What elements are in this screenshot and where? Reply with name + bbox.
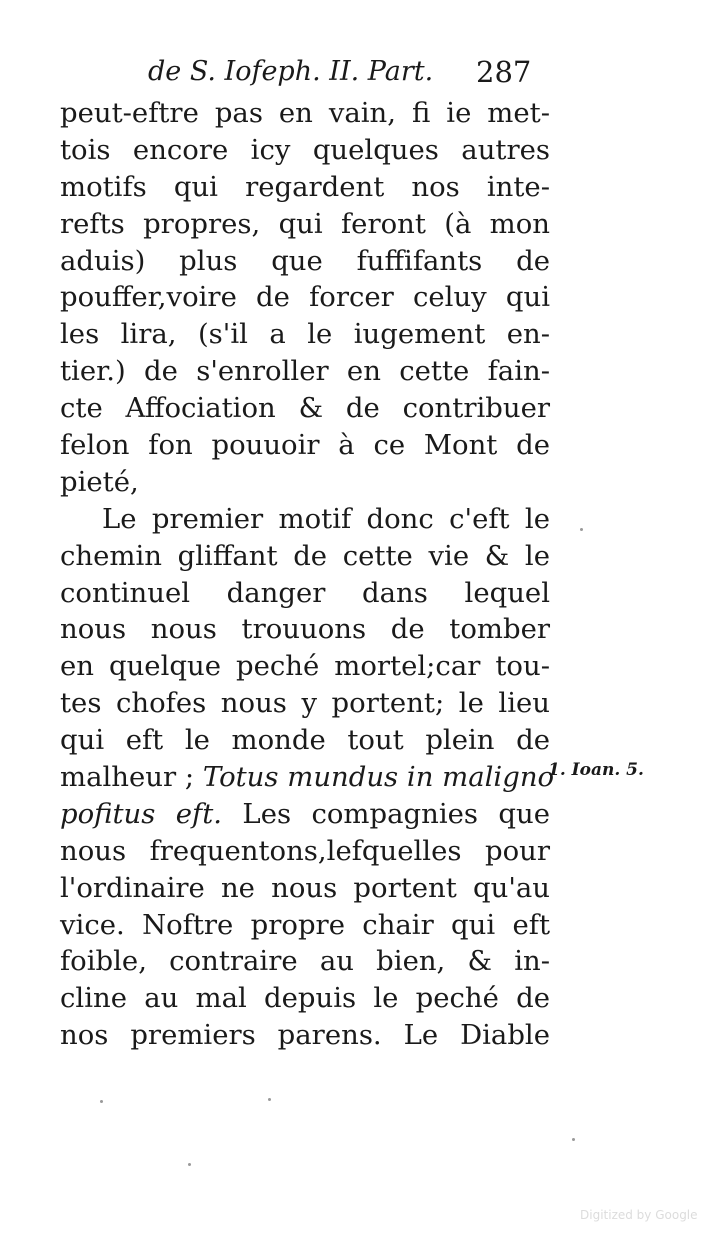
- text-line: pieté,: [60, 465, 139, 498]
- latin-quotation: Totus mundus in maligno: [202, 761, 555, 794]
- text-line-with-quotation: [60, 796, 550, 833]
- text-segment: malheur ;: [60, 761, 203, 794]
- text-line: chemin gliffant de cette vie & le: [60, 539, 550, 572]
- latin-quotation: pofitus eft.: [60, 797, 223, 830]
- page-number: 287: [476, 55, 532, 89]
- text-line: motifs qui regardent nos inte-: [60, 170, 550, 203]
- scan-speck: [268, 1098, 271, 1101]
- text-line-with-quotation: [60, 759, 555, 796]
- text-line: nous frequentons,lefquelles pour: [60, 834, 550, 867]
- text-line: pouffer,voire de forcer celuy qui: [60, 281, 550, 314]
- text-line: les lira, (s'il a le iugement en-: [60, 318, 550, 351]
- text-line: nos premiers parens. Le Diable: [60, 1019, 550, 1052]
- text-line: nous nous trouuons de tomber: [60, 613, 550, 646]
- running-head-title: de S. Iofeph. II. Part.: [148, 56, 434, 87]
- text-line: foible, contraire au bien, & in-: [60, 945, 550, 978]
- text-line: felon fon pouuoir à ce Mont de: [60, 429, 550, 462]
- text-line: tes chofes nous y portent; le lieu: [60, 687, 550, 720]
- text-line: peut-eftre pas en vain, fi ie met-: [60, 97, 550, 129]
- margin-reference: 1. Ioan. 5.: [548, 760, 644, 780]
- text-line: l'ordinaire ne nous portent qu'au: [60, 871, 550, 904]
- body-text: [60, 95, 555, 1054]
- scan-speck: [100, 1100, 103, 1103]
- text-line: tois encore icy quelques autres: [60, 133, 550, 166]
- text-line: cline au mal depuis le peché de: [60, 982, 550, 1015]
- scan-speck: [572, 1138, 575, 1141]
- text-line: qui eft le monde tout plein de: [60, 724, 550, 757]
- scan-speck: [188, 1163, 191, 1166]
- text-line: tier.) de s'enroller en cette fain-: [60, 355, 550, 388]
- text-line: en quelque peché mortel;car tou-: [60, 650, 550, 683]
- text-line: cte Affociation & de contribuer: [60, 392, 550, 425]
- scan-speck: [580, 528, 583, 531]
- text-segment: Les compagnies que: [222, 797, 550, 830]
- text-line: continuel danger dans lequel: [60, 576, 550, 609]
- text-line: aduis) plus que fuffifants de: [60, 244, 550, 277]
- paragraph-first-line: Le premier motif donc c'eft le: [102, 502, 550, 535]
- text-line: refts propres, qui feront (à mon: [60, 207, 550, 240]
- digitization-watermark: Digitized by Google: [580, 1208, 698, 1222]
- running-head: [148, 52, 548, 92]
- text-line: vice. Noftre propre chair qui eft: [60, 908, 550, 941]
